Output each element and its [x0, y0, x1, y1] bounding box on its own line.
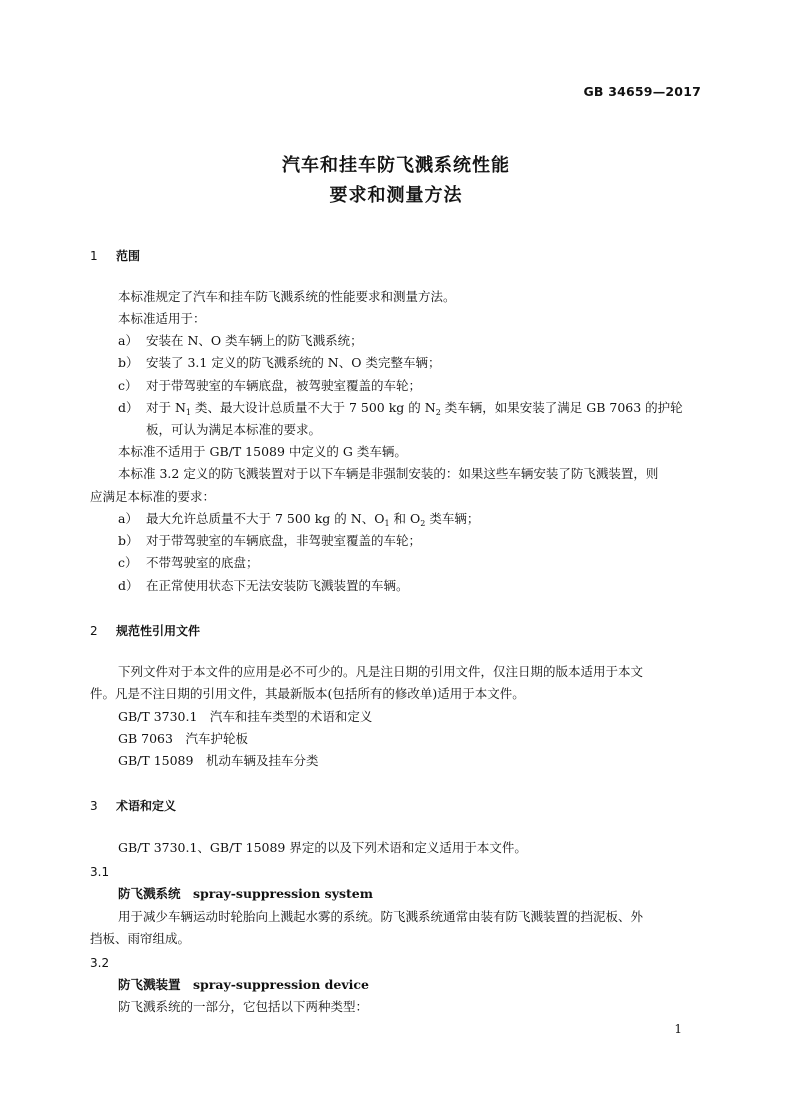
list-item: 不带驾驶室的底盘；: [146, 555, 259, 570]
page-number: 1: [674, 1022, 682, 1036]
paragraph-continued: 件。凡是不注日期的引用文件，其最新版本(包括所有的修改单)适用于本文件。: [90, 686, 525, 701]
list-item: 最大允许总质量不大于 7 500 kg 的 N、$O_1$ 和 $O_2$ 类车辆；: [146, 511, 480, 528]
section-2-heading: [90, 623, 200, 639]
document-title-line2: 要求和测量方法: [329, 185, 463, 206]
term-number: 3.1: [90, 865, 110, 879]
paragraph: 本标准不适用于 GB/T 15089 中定义的 G 类车辆。: [118, 444, 407, 459]
list-label: b）: [118, 533, 139, 548]
list-item: 在正常使用状态下无法安装防飞溅装置的车辆。: [146, 578, 409, 593]
standard-number: GB 34659—2017: [583, 84, 701, 99]
section-number: 2: [90, 624, 98, 638]
section-number: 3: [90, 799, 98, 813]
list-item: 对于带驾驶室的车辆底盘，被驾驶室覆盖的车轮；: [146, 378, 422, 393]
list-label: a）: [118, 333, 138, 348]
list-label: b）: [118, 355, 139, 370]
list-label: d）: [118, 400, 139, 415]
list-item: 对于 $N_1$ 类、最大设计总质量不大于 7 500 kg 的 $N_2$ 类车辆，如果安装了满足 GB 7063 的护轮: [146, 400, 683, 417]
term-definition: 防飞溅系统的一部分，它包括以下两种类型：: [118, 999, 369, 1014]
document-title-line1: 汽车和挂车防飞溅系统性能: [282, 155, 510, 176]
list-label: c）: [118, 555, 138, 570]
list-item-continued: 板，可认为满足本标准的要求。: [146, 422, 322, 437]
section-title: 术语和定义: [116, 799, 177, 813]
paragraph: 本标准规定了汽车和挂车防飞溅系统的性能要求和测量方法。: [118, 289, 456, 304]
paragraph: 本标准 3.2 定义的防飞溅装置对于以下车辆是非强制安装的：如果这些车辆安装了防飞溅装置，则: [118, 466, 659, 481]
list-label: a）: [118, 511, 138, 526]
term-definition-continued: 挡板、雨帘组成。: [90, 931, 191, 946]
paragraph: GB/T 3730.1、GB/T 15089 界定的以及下列术语和定义适用于本文件。: [118, 840, 527, 855]
reference-item: GB/T 15089 机动车辆及挂车分类: [118, 753, 319, 768]
section-3-heading: [90, 798, 176, 814]
paragraph-continued: 应满足本标准的要求：: [90, 489, 216, 504]
section-title: 范围: [116, 249, 141, 263]
list-label: c）: [118, 378, 138, 393]
reference-item: GB/T 3730.1 汽车和挂车类型的术语和定义: [118, 709, 373, 724]
term-title: 防飞溅系统 spray-suppression system: [118, 886, 373, 901]
section-title: 规范性引用文件: [116, 624, 201, 638]
term-number: 3.2: [90, 956, 110, 970]
list-item: 安装在 N、O 类车辆上的防飞溅系统；: [146, 333, 363, 348]
section-number: 1: [90, 249, 98, 263]
list-item: 对于带驾驶室的车辆底盘，非驾驶室覆盖的车轮；: [146, 533, 422, 548]
list-label: d）: [118, 578, 139, 593]
term-title: 防飞溅装置 spray-suppression device: [118, 977, 369, 992]
reference-item: GB 7063 汽车护轮板: [118, 731, 248, 746]
term-definition: 用于减少车辆运动时轮胎向上溅起水雾的系统。防飞溅系统通常由装有防飞溅装置的挡泥板、外: [118, 909, 644, 924]
list-item: 安装了 3.1 定义的防飞溅系统的 N、O 类完整车辆；: [146, 355, 441, 370]
section-1-heading: [90, 248, 140, 264]
paragraph: 本标准适用于：: [118, 311, 206, 326]
paragraph: 下列文件对于本文件的应用是必不可少的。凡是注日期的引用文件，仅注日期的版本适用于本文: [118, 664, 644, 679]
